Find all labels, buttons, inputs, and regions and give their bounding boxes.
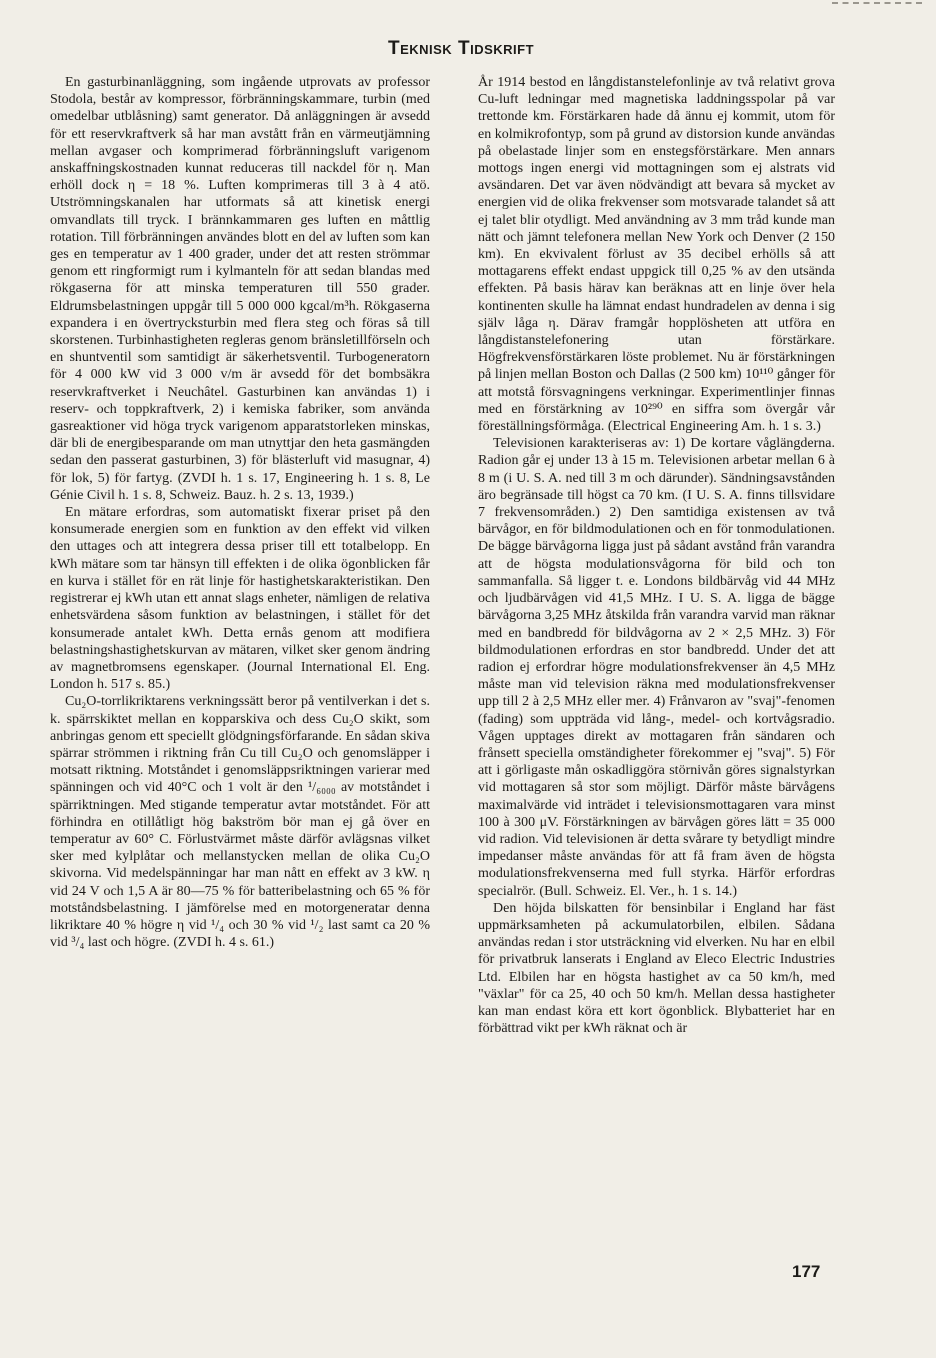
article-cu2o-rectifier: Cu₂O-torrlikriktarens verkningssätt beror på ventilverkan i det s. k. spärrskiktet mellan en kopparskiva och dess Cu₂O skikt, som anbringas genom ett speciellt glödgningsförfarande. En sådan skiva spärrar strömmen i riktning från Cu till Cu₂O och genomsläpper i motsatt riktning. Motståndet i genomsläppsriktningen varierar med spänningen och vid 40°C och 1 volt är den ¹/₆₀₀₀ av motståndet i spärriktningen. Med stigande temperatur avtar motståndet. För att förhindra en otillåtligt hög bakström bör man ej gå över en temperatur av 60° C. Förlustvärmet måste därför avlägsnas vilket sker med kylplåtar och mellanstycken mellan de olika Cu₂O skivorna. Vid medelspänningar har man nått en effekt av 3 kW. η vid 24 V och 1,5 A är 80—75 % för batteribelastning och 65 % för motståndsbelastning. I jämförelse med en motorgeneratar denna likriktare 40 % högre η vid ¹/₄ och 30 % vid ¹/₂ last samt ca 20 % vid ³/₄ last och högre. (ZVDI h. 4 s. 61.) xyxy=(50,694,430,951)
article-long-distance-telephony: År 1914 bestod en långdistanstelefonlinje av två relativt grova Cu-luft ledningar med magnetiska laddningsspolar på var trettonde km. Förstärkaren hade då ännu ej kommit, utom för en kolmikrofontyp, som på grund av distorsion kunde användas på obelastade linjer som en enstegsförstärkare. Men annars mottogs ingen energi vid mottagningen som ej alstrats vid avsändaren. Det var även nödvändigt att bevara så mycket av energien vid de olika frekvenser som motsvarade talandet så att ej talet blir otydligt. Med användning av 3 mm tråd kunde man nätt och jämnt telefonera mellan New York och Denver (2 150 km). En ekvivalent förlust av 35 decibel erhölls så att mottagarens effekt endast uppgick till 0,25 % av den utsända effekten. På basis härav kan beräknas att en linje över hela kontinenten skulle ha lämnat endast hundradelen av denna i sig själv låga η. Därav framgår hopplösheten att utföra en långdistanstelefonering utan förstärkare. Högfrekvensförstärkaren löste problemet. Nu är förstärkningen på linjen mellan Boston och Dallas (2 500 km) 10¹¹⁰ gånger för att motstå försvagningens verkningar. Experimentlinjer finnas med en förstärkning av 10²⁹⁰ en siffra som övergår vår föreställningsförmåga. (Electrical Engineering Am. h. 1 s. 3.) xyxy=(478,75,835,435)
left-column xyxy=(50,74,430,951)
article-gas-turbine: En gasturbinanläggning, som ingående utprovats av professor Stodola, består av kompressor, förbränningskammare, turbin (med omedelbar utblåsning) samt generator. Då anläggningen är avsedd för ett reservkraftverk så har man avstått från en värmeutjämning mellan avgaser och komprimerad förbränningsluft varigenom anskaffningskostnaden kunnat reduceras till nackdel för η. Man erhöll dock η = 18 %. Luften komprimeras till 3 à 4 atö. Utströmningskanalen har utformats så att kinetisk energi omvandlats till tryck. I brännkammaren ges luften en måttlig rotation. Till förbränningen användes blott en del av luften som kan ges en temperatur av 1 400 grader, under det att resten strömmar genom ett ringformigt rum i kylmanteln för att sedan blandas med rökgaserna för att minska temperaturen till 550 grader. Eldrumsbelastningen uppgår till 5 000 000 kgcal/m³h. Rökgaserna expandera i en övertrycksturbin med flera steg och föras så till skorstenen. Turbinhastigheten regleras genom bränsletillförseln och en shuntventil som samtidigt är säkerhetsventil. Turbogeneratorn för 4 000 kW vid 3 000 v/m är avsedd för det bombsäkra reservkraftverket i Neuchâtel. Gasturbinen kan användas 1) i reserv- och toppkraftverk, 2) i kemiska fabriker, som använda gasreaktioner vid höga tryck varigenom apparatstorleken minskas, där bli de energibesparande om man utnyttjar den heta gasmängden sedan den passerat gasturbinen, 3) för blästerluft vid masugnar, 4) för lok, 5) för fartyg. (ZVDI h. 1 s. 17, Engineering h. 1 s. 8, Le Génie Civil h. 1 s. 8, Schweiz. Bauz. h. 2 s. 13, 1939.) xyxy=(50,75,430,503)
page-number: 177 xyxy=(792,1262,821,1281)
article-television: Televisionen karakteriseras av: 1) De kortare våglängderna. Radion går ej under 13 à 15 m. Televisionen arbetar mellan 6 à 8 m (i U. S. A. ned till 3 m och därunder). Sändningsavstånden äro begränsade till högst ca 70 km. (I U. S. A. finns tillsvidare 7 frekvensområden.) 2) Den samtidiga existensen av två bärvågor, en för bildmodulationen och en för tonmodulationen. De bägge bärvågorna ligga just på sådant avstånd från varandra att de högsta modulationsvågorna för bild och ton sammanfalla. Så ligger t. e. Londons bildbärvåg vid 44 MHz och ljudbärvågen vid 41,5 MHz. I U. S. A. ligga de bägge bärvågorna 3,25 MHz åtskilda från varandra varvid man räknar med en bandbredd för bildvågorna av 2 × 2,5 MHz. 3) För bildmodulationen erfordras en stor bandbredd. Under det att radion ej erfordrar högre modulationsfrekvenser än 4,5 MHz måste man vid television räkna med modulationsfrekvenser upp till 2 à 2,5 MHz eller mer. 4) Frånvaron av "svaj"-fenomen (fading) som uppträda vid lång-, medel- och kortvågsradio. Vågen upptages direkt av mottagaren från sändaren och frånsett speciella omständigheter förekommer ej "svaj". 5) För att i görligaste mån oskadliggöra störnivån göres signalstyrkan vid mottagaren så stor som möjligt. Därför måste bärvågens maximalvärde vid inträdet i televisionsmottagaren vara minst 100 à 300 μV. Förstärkningen av bärvågen göres lätt = 35 000 vid radion. Vid televisionen är detta svårare ty betydligt mindre impedanser måste användas för att få fram även de högsta modulationsfrekvenserna med full styrka. Härför erfordras specialrör. (Bull. Schweiz. El. Ver., h. 1 s. 14.) xyxy=(478,436,835,899)
right-column xyxy=(478,74,835,1037)
article-electric-car: Den höjda bilskatten för bensinbilar i England har fäst uppmärksamheten på ackumulatorbilen, elbilen. Sådana användas redan i stor utsträckning vid elverken. Nu har en elbil för privatbruk lanserats i England av Eleco Electric Industries Ltd. Elbilen har en högsta hastighet av ca 50 km/h, med "växlar" för ca 25, 40 och 50 km/h. Mellan dessa hastigheter kan man endast köra ett kort ögonblick. Blybatteriet har en förbättrad vikt per kWh räknat och är xyxy=(478,900,835,1037)
article-energy-meter: En mätare erfordras, som automatiskt fixerar priset på den konsumerade energien som en funktion av den effekt vid vilken den uttages och att integrera dessa priser till ett totalbelopp. En kWh mätare som tar hänsyn till effekten i de olika ögonblicken får en kurva i stället för en rät linje för hastighetskarakteristikan. Den registrerar ej kWh utan ett annat slags enheter, nämligen de relativa enhetsvärdena såsom funktion av belastningen, i stället för det konsumerade antalet kWh. Detta ernås genom att modifiera belastningshastighetskurvan av mätaren, vilket sker genom ändring av magnetbromsens egenskaper. (Journal International El. Eng. London h. 517 s. 85.) xyxy=(50,505,430,693)
journal-title: Teknisk Tidskrift xyxy=(387,38,535,59)
top-edge-rule xyxy=(832,2,922,4)
